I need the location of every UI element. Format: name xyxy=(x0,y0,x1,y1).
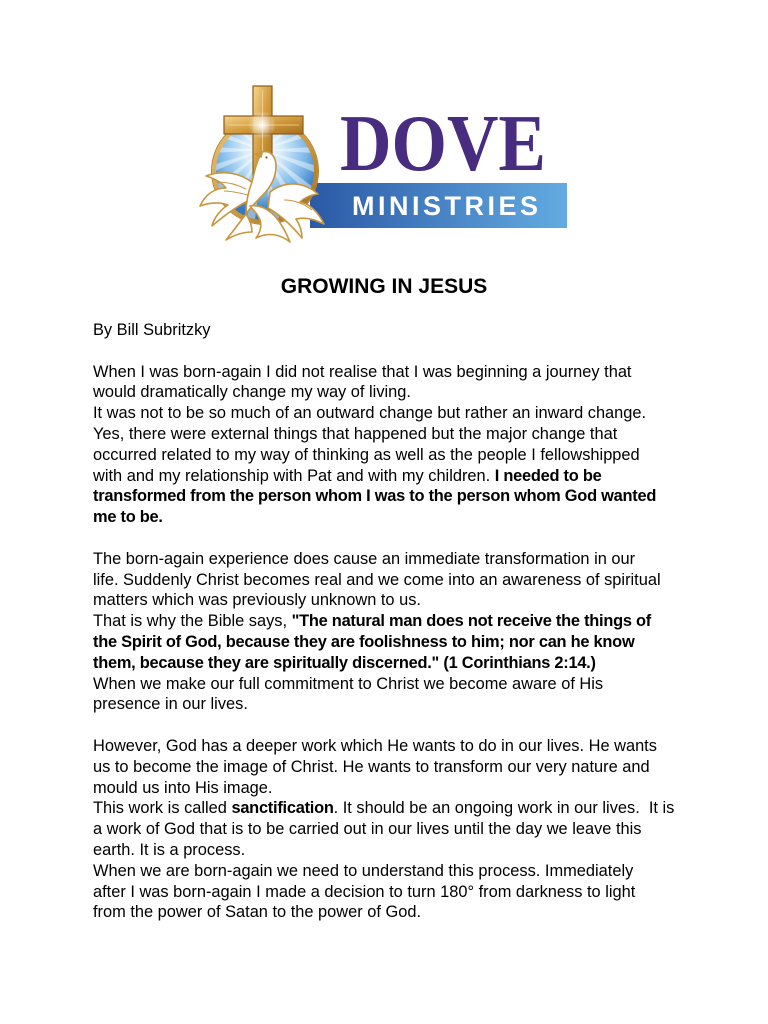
text-line: The born-again experience does cause an immediate transformation in our xyxy=(93,549,636,568)
text-run: This work is called xyxy=(93,799,232,818)
text-line: a work of God that is to be carried out in our lives until the day we leave this xyxy=(93,820,642,839)
text-line: occurred related to my way of thinking as well as the people I fellowshipped xyxy=(93,445,640,464)
emphasis-run: I needed to be xyxy=(494,466,602,485)
text-line: When I was born-again I did not realise that I was beginning a journey that xyxy=(93,362,632,381)
byline: By Bill Subritzky xyxy=(93,321,211,339)
text-line: When we are born-again we need to understand this process. Immediately xyxy=(93,861,634,880)
paragraph xyxy=(93,736,733,923)
document-body xyxy=(93,320,733,923)
text-line: When we make our full commitment to Christ we become aware of His xyxy=(93,674,604,693)
emphasis-line: me to be. xyxy=(93,508,163,527)
text-line: earth. It is a process. xyxy=(93,840,246,859)
text-line: matters which was previously unknown to us. xyxy=(93,591,421,610)
text-line: would dramatically change my way of living. xyxy=(93,383,411,402)
emphasis-line: transformed from the person whom I was to the person whom God wanted xyxy=(93,487,657,506)
logo xyxy=(195,80,575,250)
text-line: us to become the image of Christ. He wants to transform our very nature and xyxy=(93,757,650,776)
paragraph xyxy=(93,362,733,528)
scripture-quote: the Spirit of God, because they are foolishness to him; nor can he know xyxy=(93,632,635,651)
text-line xyxy=(93,611,733,632)
text-run: with and my relationship with Pat and with my children. xyxy=(93,466,495,485)
paragraph xyxy=(93,549,733,715)
text-line: after I was born-again I made a decision to turn 180° from darkness to light xyxy=(93,882,636,901)
emphasis-run: sanctification xyxy=(231,799,334,818)
text-run: . It should be an ongoing work in our lives. It is xyxy=(333,799,675,818)
text-line: life. Suddenly Christ becomes real and we come into an awareness of spiritual xyxy=(93,570,661,589)
scripture-quote: "The natural man does not receive the things of xyxy=(291,612,652,631)
logo-banner-text: MINISTRIES xyxy=(352,191,538,221)
text-line: mould us into His image. xyxy=(93,778,273,797)
document-title: GROWING IN JESUS xyxy=(280,275,488,298)
text-run: That is why the Bible says, xyxy=(93,612,292,631)
logo-wordmark: DOVE xyxy=(340,100,546,188)
text-line: Yes, there were external things that happened but the major change that xyxy=(93,424,618,443)
text-line xyxy=(93,466,733,487)
text-line xyxy=(93,798,733,819)
scripture-quote: them, because they are spiritually discerned." (1 Corinthians 2:14.) xyxy=(93,653,596,672)
text-line: presence in our lives. xyxy=(93,695,248,714)
text-line: However, God has a deeper work which He wants to do in our lives. He wants xyxy=(93,736,657,755)
text-line: It was not to be so much of an outward change but rather an inward change. xyxy=(93,404,647,423)
text-line: from the power of Satan to the power of God. xyxy=(93,903,421,922)
